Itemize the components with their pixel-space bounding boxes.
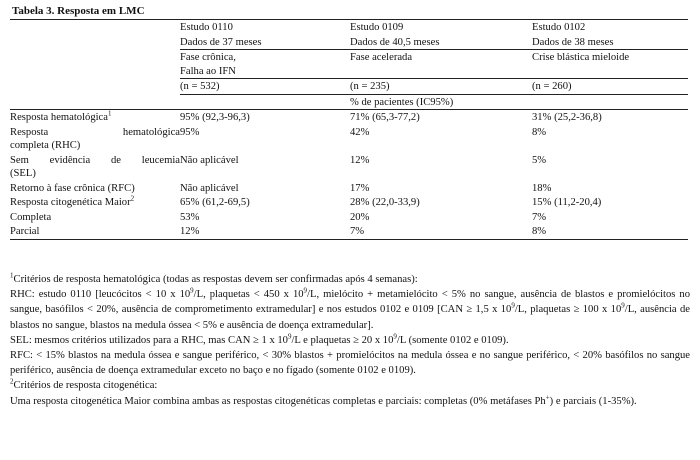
table-row — [10, 125, 688, 153]
row-label: Resposta hematológica$^1$ — [10, 109, 112, 123]
row-value: 8% — [532, 224, 688, 239]
row-value: 31% (25,2-36,8) — [532, 112, 602, 123]
n-0102: (n = 260) — [532, 79, 688, 95]
phase-0110: Fase crônica, Falha ao IFN — [180, 50, 350, 79]
row-value: Não aplicável — [180, 182, 239, 194]
row-value: 20% — [350, 211, 370, 223]
footnote-maior: Uma resposta citogenética Maior combina ambas as respostas citogenéticas completas e parciais: completas (0% metáfases Ph+) e parciais (1-35%). — [10, 393, 637, 407]
row-value: 53% — [180, 211, 200, 223]
row-value: 71% (65,3-77,2) — [350, 112, 420, 123]
percent-label: % de pacientes (IC95%) — [350, 94, 688, 110]
table-row — [10, 210, 688, 225]
header-row-percent — [10, 94, 688, 110]
header-row-phase — [10, 50, 688, 79]
table-title: Tabela 3. Resposta em LMC — [12, 5, 145, 17]
row-value: 12% — [350, 154, 370, 166]
row-value: 42% — [350, 126, 370, 138]
row-value: Não aplicável — [180, 154, 239, 166]
months-0102: Dados de 38 meses — [532, 35, 688, 50]
study-0110: Estudo 0110 — [180, 20, 350, 35]
footnote-sel: SEL: mesmos critérios utilizados para a RHC, mas CAN ≥ 1 x $10^9/L$ e plaquetas ≥ 20 x $10^9/L$ (somente 0102 e 0109). — [10, 332, 509, 346]
row-label: Resposta citogenética Maior$^2$ — [10, 194, 135, 208]
months-0109: Dados de 40,5 meses — [350, 35, 532, 50]
row-label: Retorno à fase crônica (RFC) — [10, 182, 135, 194]
row-value: 5% — [532, 154, 547, 166]
row-value: 15% (11,2-20,4) — [532, 197, 602, 208]
row-label: Resposta hematológica completa (RHC) — [10, 126, 180, 151]
row-value: 28% (22,0-33,9) — [350, 197, 420, 208]
months-0110: Dados de 37 meses — [180, 35, 350, 50]
footnote-rfc: RFC: < 15% blastos na medula óssea e sangue periférico, < 30% blastos + promielócitos na medula óssea e no sangue periférico, < 20% basófilos no sangue periférico, ausência de doença extramedular exceto no baço e no fígado (somente 0102 e 0109). — [10, 350, 690, 377]
row-label: Completa — [10, 211, 52, 223]
table-row — [10, 195, 688, 210]
row-label: Parcial — [10, 224, 180, 239]
phase-0102: Crise blástica mieloide — [532, 50, 688, 79]
row-value: 7% — [350, 224, 532, 239]
study-0102: Estudo 0102 — [532, 20, 688, 35]
study-0109: Estudo 0109 — [350, 20, 532, 35]
footnote-rhc: RHC: estudo 0110 [leucócitos < 10 x $10^9/L$, plaquetas < 450 x $10^9/L$, mielócito + metamielócito < 5% no sangue, ausência de blastos e promielócitos no sangue, basófilos < 20%, ausência de comprometimento extramedular] e nos estudos 0102 e 0109 [CAN ≥ 1,5 x $10^9/L$, plaquetas ≥ 100 x $10^9/L$, ausência de blastos no sangue, blastos na medula óssea < 5% e ausência de doença extramedular]. — [10, 286, 690, 331]
row-value: 17% — [350, 182, 370, 194]
row-value: 95% — [180, 126, 200, 138]
header-row-months — [10, 35, 688, 50]
row-value: 12% — [180, 224, 350, 239]
table-row — [10, 153, 688, 181]
row-value: 95% (92,3-96,3) — [180, 112, 250, 123]
footnotes — [10, 272, 690, 409]
table-row — [10, 181, 688, 196]
row-value: 7% — [532, 211, 547, 223]
n-0109: (n = 235) — [350, 79, 532, 95]
n-0110: (n = 532) — [180, 79, 350, 95]
response-table — [10, 19, 688, 240]
footnote-2-heading: $^2$Critérios de resposta citogenética: — [10, 377, 158, 392]
phase-0109: Fase acelerada — [350, 50, 532, 79]
row-value: 65% (61,2-69,5) — [180, 197, 250, 208]
table-row — [10, 110, 688, 125]
footnote-1-heading: $^1$Critérios de resposta hematológica (todas as respostas devem ser confirmadas após 4 semanas): — [10, 271, 418, 285]
header-row-studies — [10, 20, 688, 35]
row-value: 18% — [532, 182, 552, 194]
header-row-n — [10, 79, 688, 95]
row-value: 8% — [532, 126, 547, 138]
row-label: Sem evidência de leucemia (SEL) — [10, 154, 180, 179]
table-row — [10, 224, 688, 239]
